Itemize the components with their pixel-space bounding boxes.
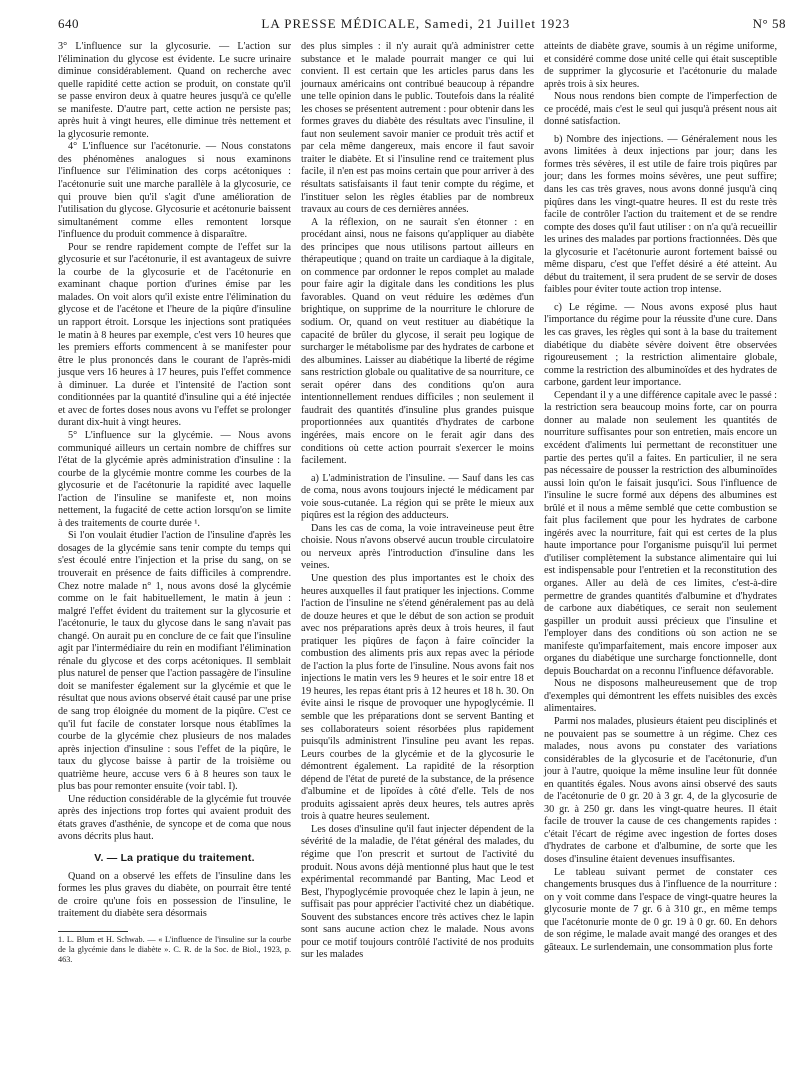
paragraph: 3° L'influence sur la glycosurie. — L'action sur l'élimination du glycose est évidente. Le sucre urinaire diminue considérablement. Quand on recherche avec quelle rapidité cette action se produit, on constate qu'il se passe environ deux à quatre heures jusqu'à ce qu'elle se manifeste. D'autre part, cette action ne persiste pas; après huit à vingt heures, elle diminue très nettement et la glycosurie remonte.: [58, 41, 291, 140]
paragraph: Le tableau suivant permet de constater ces changements brusques dus à l'influence de la nourriture : on y voit comme dans l'espace de vingt-quatre heures la glycosurie monte de 7 gr. 6 à 310 gr., en même temps que l'acétonurie monte de 0 gr. 19 à 0 gr. 60. En dehors de son régime, le malade avait mangé des oranges et des gâteaux. Le surlendemain, une consommation plus forte: [544, 866, 777, 953]
paragraph: Nous ne disposons malheureusement que de trop d'exemples qui démontrent les effets nuisibles des excès alimentaires.: [544, 678, 777, 715]
paragraph: Pour se rendre rapidement compte de l'effet sur la glycosurie et sur l'acétonurie, il est avantageux de suivre la courbe de la glycosurie et de l'acétonurie en examinant chaque portion d'urines émise par les malades. On voit alors qu'il existe entre l'élimination du glycose et de l'acétone et l'heure de la piqûre d'insuline un rapport étroit. Lorsque les injections sont pratiquées le matin à 8 heures par exemple, c'est vers 10 heures que les premiers efforts commencent à se manifester pour être le plus prononcés dans le courant de l'après-midi jusque vers 16 heures à 17 heures, puis l'effet commence à diminuer. La durée et l'intensité de l'action sont conditionnées par la quantité d'insuline qui a été injectée et avec de fortes doses nous avons vu l'effet se prolonger durant dix-huit à vingt heures.: [58, 241, 291, 429]
paragraph: Quand on a observé les effets de l'insuline dans les formes les plus graves du diabète, on pourrait être tenté de croire qu'une fois en possession de l'insuline, le traitement du diabète sera désormais: [58, 870, 291, 920]
column-2: [301, 41, 534, 965]
running-header: [58, 16, 786, 37]
paragraph: des plus simples : il n'y aurait qu'à administrer cette substance et le malade pourrait manger ce qui lui convient. Il est certain que les articles parus dans les journaux américains ont contribué beaucoup à répandre une telle opinion dans le public. Toutefois dans la réalité les choses se présentent autrement : pour obtenir dans les formes graves du diabète des résultats avec l'insuline, il faut non seulement savoir manier ce produit très actif et par cela même dangereux, mais encore il faut savoir traiter le diabète. Et si l'insuline rend ce traitement plus facile, il n'en est pas moins certain que pour arriver à des résultats satisfaisants il faut tenir compte du régime, et l'instituer selon les règles établies par de nombreux travaux au cours de ces dernières années.: [301, 41, 534, 216]
page-number: 640: [58, 16, 79, 31]
paragraph: 4° L'influence sur l'acétonurie. — Nous constatons des phénomènes analogues si nous examinons l'influence sur l'élimination des corps acétoniques : l'acétonurie suit une marche parallèle à la glycosurie, ce qui prouve bien qu'il s'agit d'une amélioration de l'utilisation du glycose. Glycosurie et acétonurie baissent simultanément comme elles remontent lorsque l'influence du produit commence à disparaître.: [58, 141, 291, 241]
column-1: [58, 41, 291, 965]
paragraph: 5° L'influence sur la glycémie. — Nous avons communiqué ailleurs un certain nombre de chiffres sur l'état de la glycémie après administration d'insuline : la courbe de la glycémie montre comme les courbes de la glycosurie et de l'acétonurie la rapidité avec laquelle l'action de l'insuline se manifeste et, non moins nettement, la fugacité de cette action lorsqu'on se limite à des traitements de courte durée ¹.: [58, 429, 291, 529]
paragraph: Nous nous rendons bien compte de l'imperfection de ce procédé, mais c'est le seul qui jusqu'à présent nous ait donné satisfaction.: [544, 91, 777, 128]
article-columns: [58, 41, 786, 965]
paragraph: c) Le régime. — Nous avons exposé plus haut l'importance du régime pour la réussite d'une cure. Dans les cas graves, les règles qui sont à la base du traitement diabétique du diabète sévère doivent être observées rigoureusement ; la restriction alimentaire globale, comme la restriction des albuminoïdes et des hydrates de carbone, gardent leur importance.: [544, 301, 777, 389]
paragraph: A la réflexion, on ne saurait s'en étonner : en procédant ainsi, nous ne faisons qu'appliquer au diabète des principes que nous utilisons partout ailleurs en thérapeutique ; quand on traite un cardiaque à la digitale, on commence par ordonner le repos complet au malade pour faire agir la digitale dans les conditions les plus favorables. Quand on veut réduire les œdèmes d'un brightique, on supprime de la nourriture le chlorure de sodium. Or, quand on veut restituer au diabétique la capacité de brûler du glycose, il serait peu logique de surcharger le métabolisme par des hydrates de carbone et des albumines. Laisser au diabétique la liberté de régime sans restriction globale ou qualitative de sa nourriture, ce serait opérer dans des conditions qu'on aura intentionnellement rendues difficiles ; non seulement il faudrait des quantités d'insuline plus grandes puisque proportionnées aux quantités d'hydrates de carbone ingérées, mais encore on le ferait agir dans des conditions où cette action pourrait s'exercer le moins facilement.: [301, 216, 534, 467]
paragraph: atteints de diabète grave, soumis à un régime uniforme, et considéré comme dose unité celle qui était susceptible de supprimer la glycosurie et l'acétonurie du malade après trois à six heures.: [544, 41, 777, 90]
column-3: [544, 41, 777, 965]
paragraph: Les doses d'insuline qu'il faut injecter dépendent de la sévérité de la maladie, de l'état général des malades, du régime que l'on prescrit et surtout de l'activité du produit. Nous avons déjà mentionné plus haut que le test expérimental recommandé par Banting, Mac Leod et Best, l'hypoglycémie provoquée chez le lapin à jeun, ne suffisait pas pour apprécier l'activité chez un diabétique. Souvent des substances encore très actives chez le lapin sont sans aucune action chez le malade. Nous avons pour ce motif toujours contrôlé l'activité de nos produits sur les malades: [301, 823, 534, 961]
paragraph: Parmi nos malades, plusieurs étaient peu disciplinés et ne pouvaient pas se soumettre à un régime. Chez ces malades, nous avons pu constater des variations considérables de la glycosurie et de l'acétonurie, d'un jour à l'autre, quoique la même insuline leur fût donnée en quantités égales. Nous avons ainsi observé des sauts de l'acétonurie de 0 gr. 20 à 3 gr. 4, de la glycosurie de 30 gr. à 250 gr. dans les vingt-quatre heures. Il était facile de trouver la cause de ces changements rapides : c'était l'écart de régime avec ingestion de fortes doses d'hydrates de carbone et d'albumine, de sorte que les doses d'insuline étaient devenues insuffisantes.: [544, 715, 777, 865]
footnote: 1. L. Blum et H. Schwab. — « L'influence de l'insuline sur la courbe de la glycémie dans le diabète ». C. R. de la Soc. de Biol., 1923, p. 463.: [58, 934, 291, 964]
paragraph: Cependant il y a une différence capitale avec le passé : la restriction sera beaucoup moins forte, car on pourra donner au malade non seulement les quantités de nourriture suffisantes pour son entretien, mais encore un excédent d'aliments lui permettant de reconstituer une partie des pertes qu'il a faites. En particulier, il ne sera pas nécessaire de pousser la restriction des albuminoïdes aussi loin qu'on le faisait jusqu'ici. Sous l'influence de l'insuline le sucre formé aux dépens des albumines est brûlé et il nous a même semblé que cette combustion se fait plus facilement que pour les hydrates de carbone ingérés avec la nourriture, fait qui est certes de la plus haute importance pour l'organisme puisqu'il lui permet d'utiliser complètement la substance alimentaire qui lui est indispensable pour l'entretien et la reconstitution des organes. Aller au delà de ces limites, c'est-à-dire permettre de grandes quantités d'albumine et d'hydrates de carbone aux diabétiques, ce serait non seulement gaspiller un produit aussi précieux que l'insuline et l'employer dans des conditions où son action ne se manifeste qu'imparfaitement, mais encore imposer aux organes du diabétique une surcharge fonctionnelle, dont depuis Bouchardat on a reconnu l'influence défavorable.: [544, 389, 777, 677]
section-heading: V. — La pratique du traitement.: [94, 852, 255, 864]
paragraph: b) Nombre des injections. — Généralement nous les avons limitées à deux injections par jour; dans les formes très sévères, il est utile de faire trois piqûres par jour; dans les formes moins sévères, une peut suffire; dans les cas très graves, nous avons donné jusqu'à cinq piqûres dans les vingt-quatre heures. Il est du reste très facile de contrôler l'action du traitement et de se rendre compte des doses qu'il faut utiliser : on n'a qu'à recueillir les urines des malades par portions fractionnées. Dès que la glycosurie et l'acétonurie auront fortement baissé ou même disparu, c'est que l'effet désiré a été atteint. Au début du traitement, il sera prudent de se servir de doses faibles pour éviter toute action trop intense.: [544, 133, 777, 296]
paragraph: Une question des plus importantes est le choix des heures auxquelles il faut pratiquer les injections. Comme l'action de l'insuline ne s'étend généralement pas au delà de douze heures et que le début de son action se produit avec nos préparations après deux à trois heures, il faut pratiquer les piqûres de façon à faire coïncider la combustion des aliments pris aux repas avec la période de l'action la plus forte de l'insuline. Nous avons fait nos injections le matin vers les 9 heures et le soir entre 18 et 19 heures, les repas étant pris à 12 heures et 18 h. 30. On évite ainsi le risque de provoquer une hypoglycémie. Il semble que les préparations dont se servent Banting et ses collaborateurs soient résorbées plus rapidement puisqu'ils administrent l'insuline peu avant les repas. Leurs courbes de la glycémie et de la glycosurie le démontrent également. La rapidité de la résorption dépend de l'état de pureté de la substance, de la présence d'albumine et de lipoïdes à côté d'elle. Tels de nos produits agissaient après deux heures, tels autres après trois à quatre heures seulement.: [301, 572, 534, 823]
paragraph: Une réduction considérable de la glycémie fut trouvée après des injections trop fortes qui avaient produit des états graves d'asthénie, de syncope et de coma que nous avons décrits plus haut.: [58, 793, 291, 843]
journal-title: LA PRESSE MÉDICALE, Samedi, 21 Juillet 1923: [261, 16, 571, 31]
paragraph: Dans les cas de coma, la voie intraveineuse peut être choisie. Nous n'avons observé aucun trouble circulatoire ou nerveux après l'introduction d'insuline dans les veines.: [301, 522, 534, 572]
paragraph: a) L'administration de l'insuline. — Sauf dans les cas de coma, nous avons toujours injecté le médicament par voie sous-cutanée. La région qui se prête le mieux aux piqûres est la région des adducteurs.: [301, 472, 534, 522]
issue-number: N° 58: [752, 16, 786, 31]
footnote-divider: [58, 931, 128, 932]
paragraph: Si l'on voulait étudier l'action de l'insuline d'après les dosages de la glycémie sans tenir compte du temps qui s'est écoulé entre l'injection et la prise du sang, on se trouverait en présence de faits difficiles à comprendre. Chez notre malade n° 1, nous avons dosé la glycémie comme on le fait habituellement, le matin à jeun : malgré l'effet évident du traitement sur la glycosurie et l'acétonurie, le taux du glycose dans le sang n'avait pas changé. On aurait pu en conclure de ce fait que l'insuline agit par l'intermédiaire du rein en modifiant l'élimination rénale du glycose et des corps acétoniques. Il semblait plus naturel de penser que l'action passagère de l'insuline doit se manifester également sur la glycémie et que le résultat que nous avions observé était causé par une prise de sang trop éloignée du moment de la piqûre. C'est ce qu'il fut facile de constater lorsque nous établîmes la courbe de la glycémie chez plusieurs de nos malades après injection d'insuline : sous l'effet de la piqûre, le taux du glycose baisse à partir de la troisième ou quatrième heure, accuse vers 6 à 8 heures son taux le plus bas pour remonter ensuite (voir tabl. I).: [58, 530, 291, 793]
